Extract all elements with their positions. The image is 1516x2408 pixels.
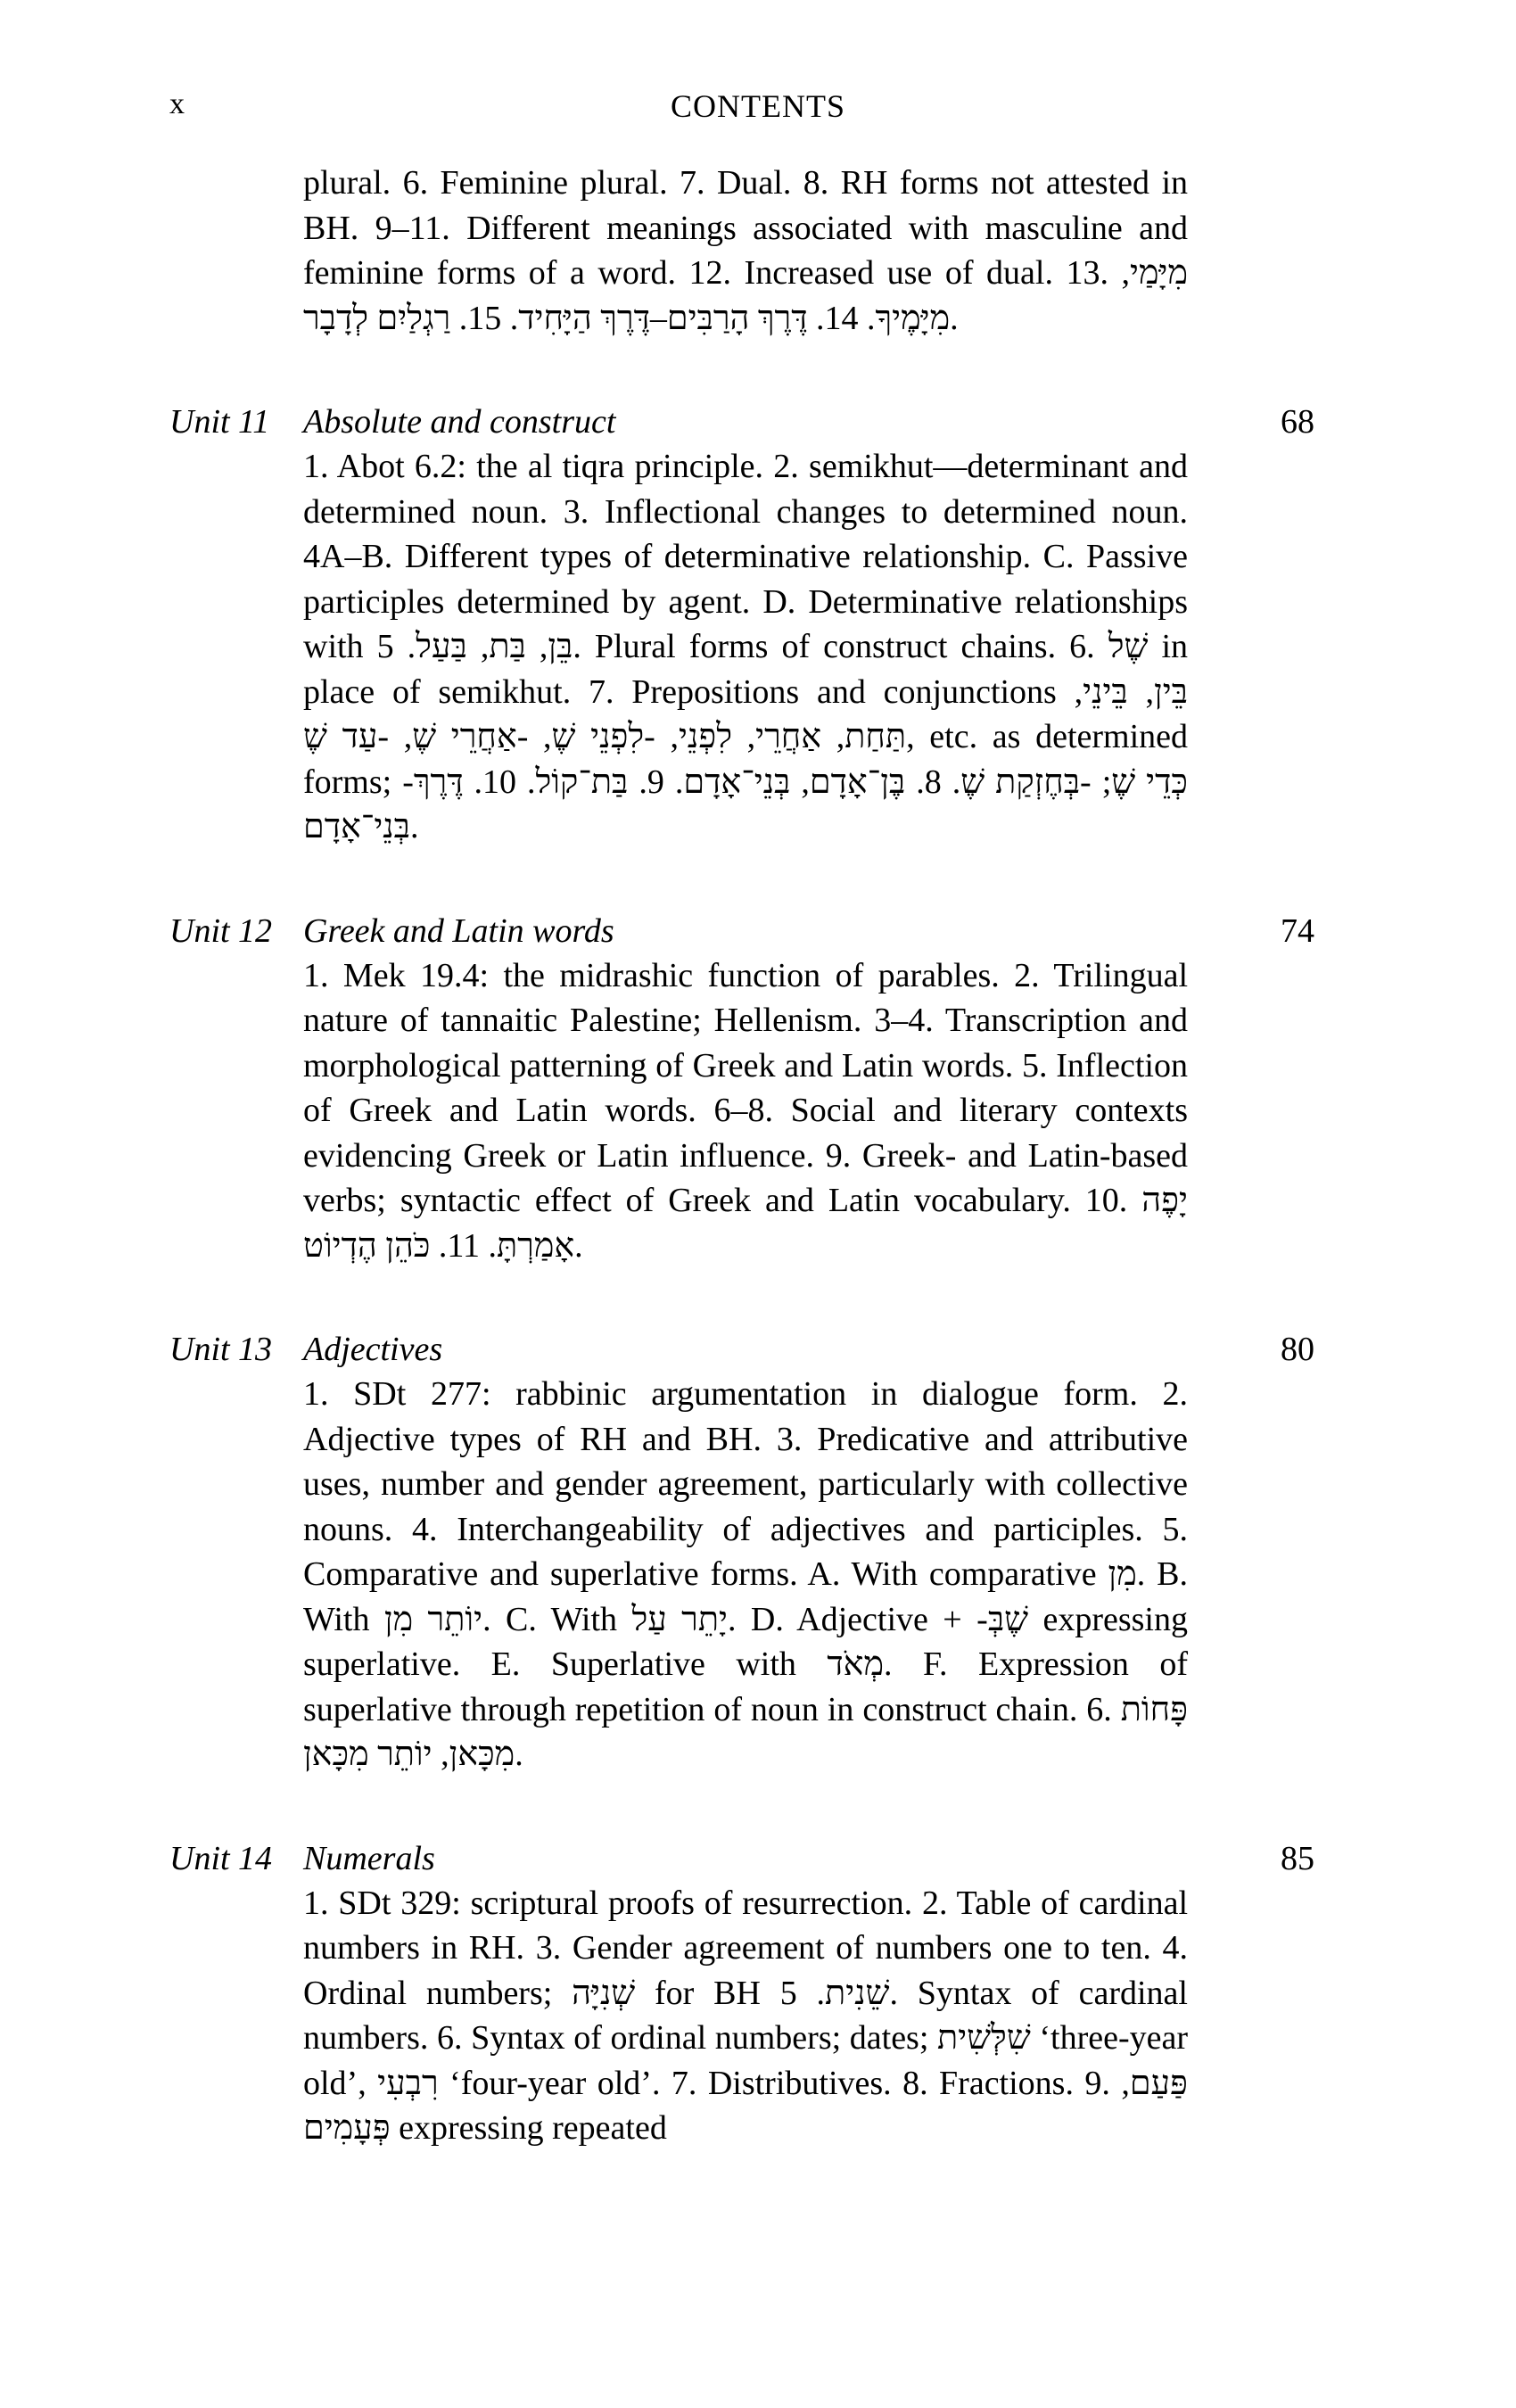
unit-entry-13 (0, 1327, 1516, 1777)
contents-list (0, 161, 1516, 2151)
unit-page-number: 68 (1281, 403, 1314, 441)
page-header (0, 73, 1516, 127)
unit-page-number: 85 (1281, 1839, 1314, 1877)
unit-description: 1. Mek 19.4: the midrashic function of parables. 2. Trilingual nature of tannaitic Palestine; Hellenism. 3–4. Transcription and morphological patterning of Greek and Latin words. 5. Inflection of Greek and Latin words. 6–8. Social and literary contexts evidencing Greek or Latin influence. 9. Greek- and Latin-based verbs; syntactic effect of Greek and Latin vocabulary. 10. יָפֶה אָמַרְתָּ. 11. כֹּהֵן הֶדְיוֹט. (303, 956, 1188, 1265)
unit-description: 1. SDt 329: scriptural proofs of resurrection. 2. Table of cardinal numbers in RH. 3. Gender agreement of numbers one to ten. 4. Ordinal numbers; שְׁנִיָּה for BH שֵׁנִית. 5. Syntax of cardinal numbers. 6. Syntax of ordinal numbers; dates; שִׁלְּשִׁית ‘three-year old’, רִבְעִי ‘four-year old’. 7. Distributives. 8. Fractions. 9. פַּעַם, פְּעָמִים expressing repeated (303, 1884, 1188, 2147)
unit-label: Unit 14 (169, 1839, 273, 1877)
unit-entry-14 (0, 1836, 1516, 2151)
unit-entry-12 (0, 909, 1516, 1269)
running-head-title: CONTENTS (671, 88, 845, 124)
page-number: x (169, 87, 185, 120)
continued-entry-text: plural. 6. Feminine plural. 7. Dual. 8. RH forms not attested in BH. 9–11. Different meanings associated with masculine and feminine forms of a word. 12. Increased use of dual. 13. מִיָּמַי, מִיָּמֶיךָ. 14. דֶּרֶךְ הָרַבִּים–דֶּרֶךְ הַיָּחִיד. 15. רַגְלַיִם לְדָבָר. (303, 164, 1188, 337)
unit-label: Unit 13 (169, 1331, 273, 1368)
unit-title: Numerals (303, 1839, 435, 1877)
unit-label: Unit 11 (169, 403, 270, 441)
unit-page-number: 74 (1281, 911, 1314, 950)
unit-description: 1. Abot 6.2: the al tiqra principle. 2. semikhut—determinant and determined noun. 3. Inflectional changes to determined noun. 4A–B. Different types of determinative relationship. C. Passive participles determined by agent. D. Determinative relationships with בֵּן, בַּת, בַּעַל. 5. Plural forms of construct chains. 6. שֶׁל in place of semikhut. 7. Prepositions and conjunctions בֵּין, בֵּינֵי, תַּחַת, אַחֲרֵי, לִפְנֵי, -לִפְנֵי שֶׁ, -אַחֲרֵי שֶׁ, -עַד שֶׁ, etc. as determined forms; -כְּדֵי שֶׁ; -בְּחֶזְקַת שֶׁ. 8. בֶּן־אָדָם, בְּנֵי־אָדָם. 9. בַּת־קוֹל. 10. דֶּרֶךְ בְּנֵי־אָדָם. (303, 448, 1189, 845)
unit-page-number: 80 (1281, 1331, 1314, 1368)
unit-label: Unit 12 (169, 911, 273, 950)
continued-entry (303, 161, 1188, 341)
unit-entry-11 (0, 400, 1516, 850)
unit-title: Greek and Latin words (303, 911, 614, 950)
unit-description: 1. SDt 277: rabbinic argumentation in dialogue form. 2. Adjective types of RH and BH. 3. Predicative and attributive uses, number and gender agreement, particularly with collective nouns. 4. Interchangeability of adjectives and participles. 5. Comparative and superlative forms. A. With comparative מִן. B. With יוֹתֵר מִן. C. With יָתֵר עַל. D. Adjective + -שֶׁבְּ expressing superlative. E. Superlative with מְאֹד. F. Expression of superlative through repetition of noun in construct chain. 6. פָּחוֹת מִכָּאן, יוֹתֵר מִכָּאן. (303, 1375, 1188, 1773)
unit-title: Adjectives (303, 1331, 443, 1368)
unit-title: Absolute and construct (303, 403, 616, 441)
